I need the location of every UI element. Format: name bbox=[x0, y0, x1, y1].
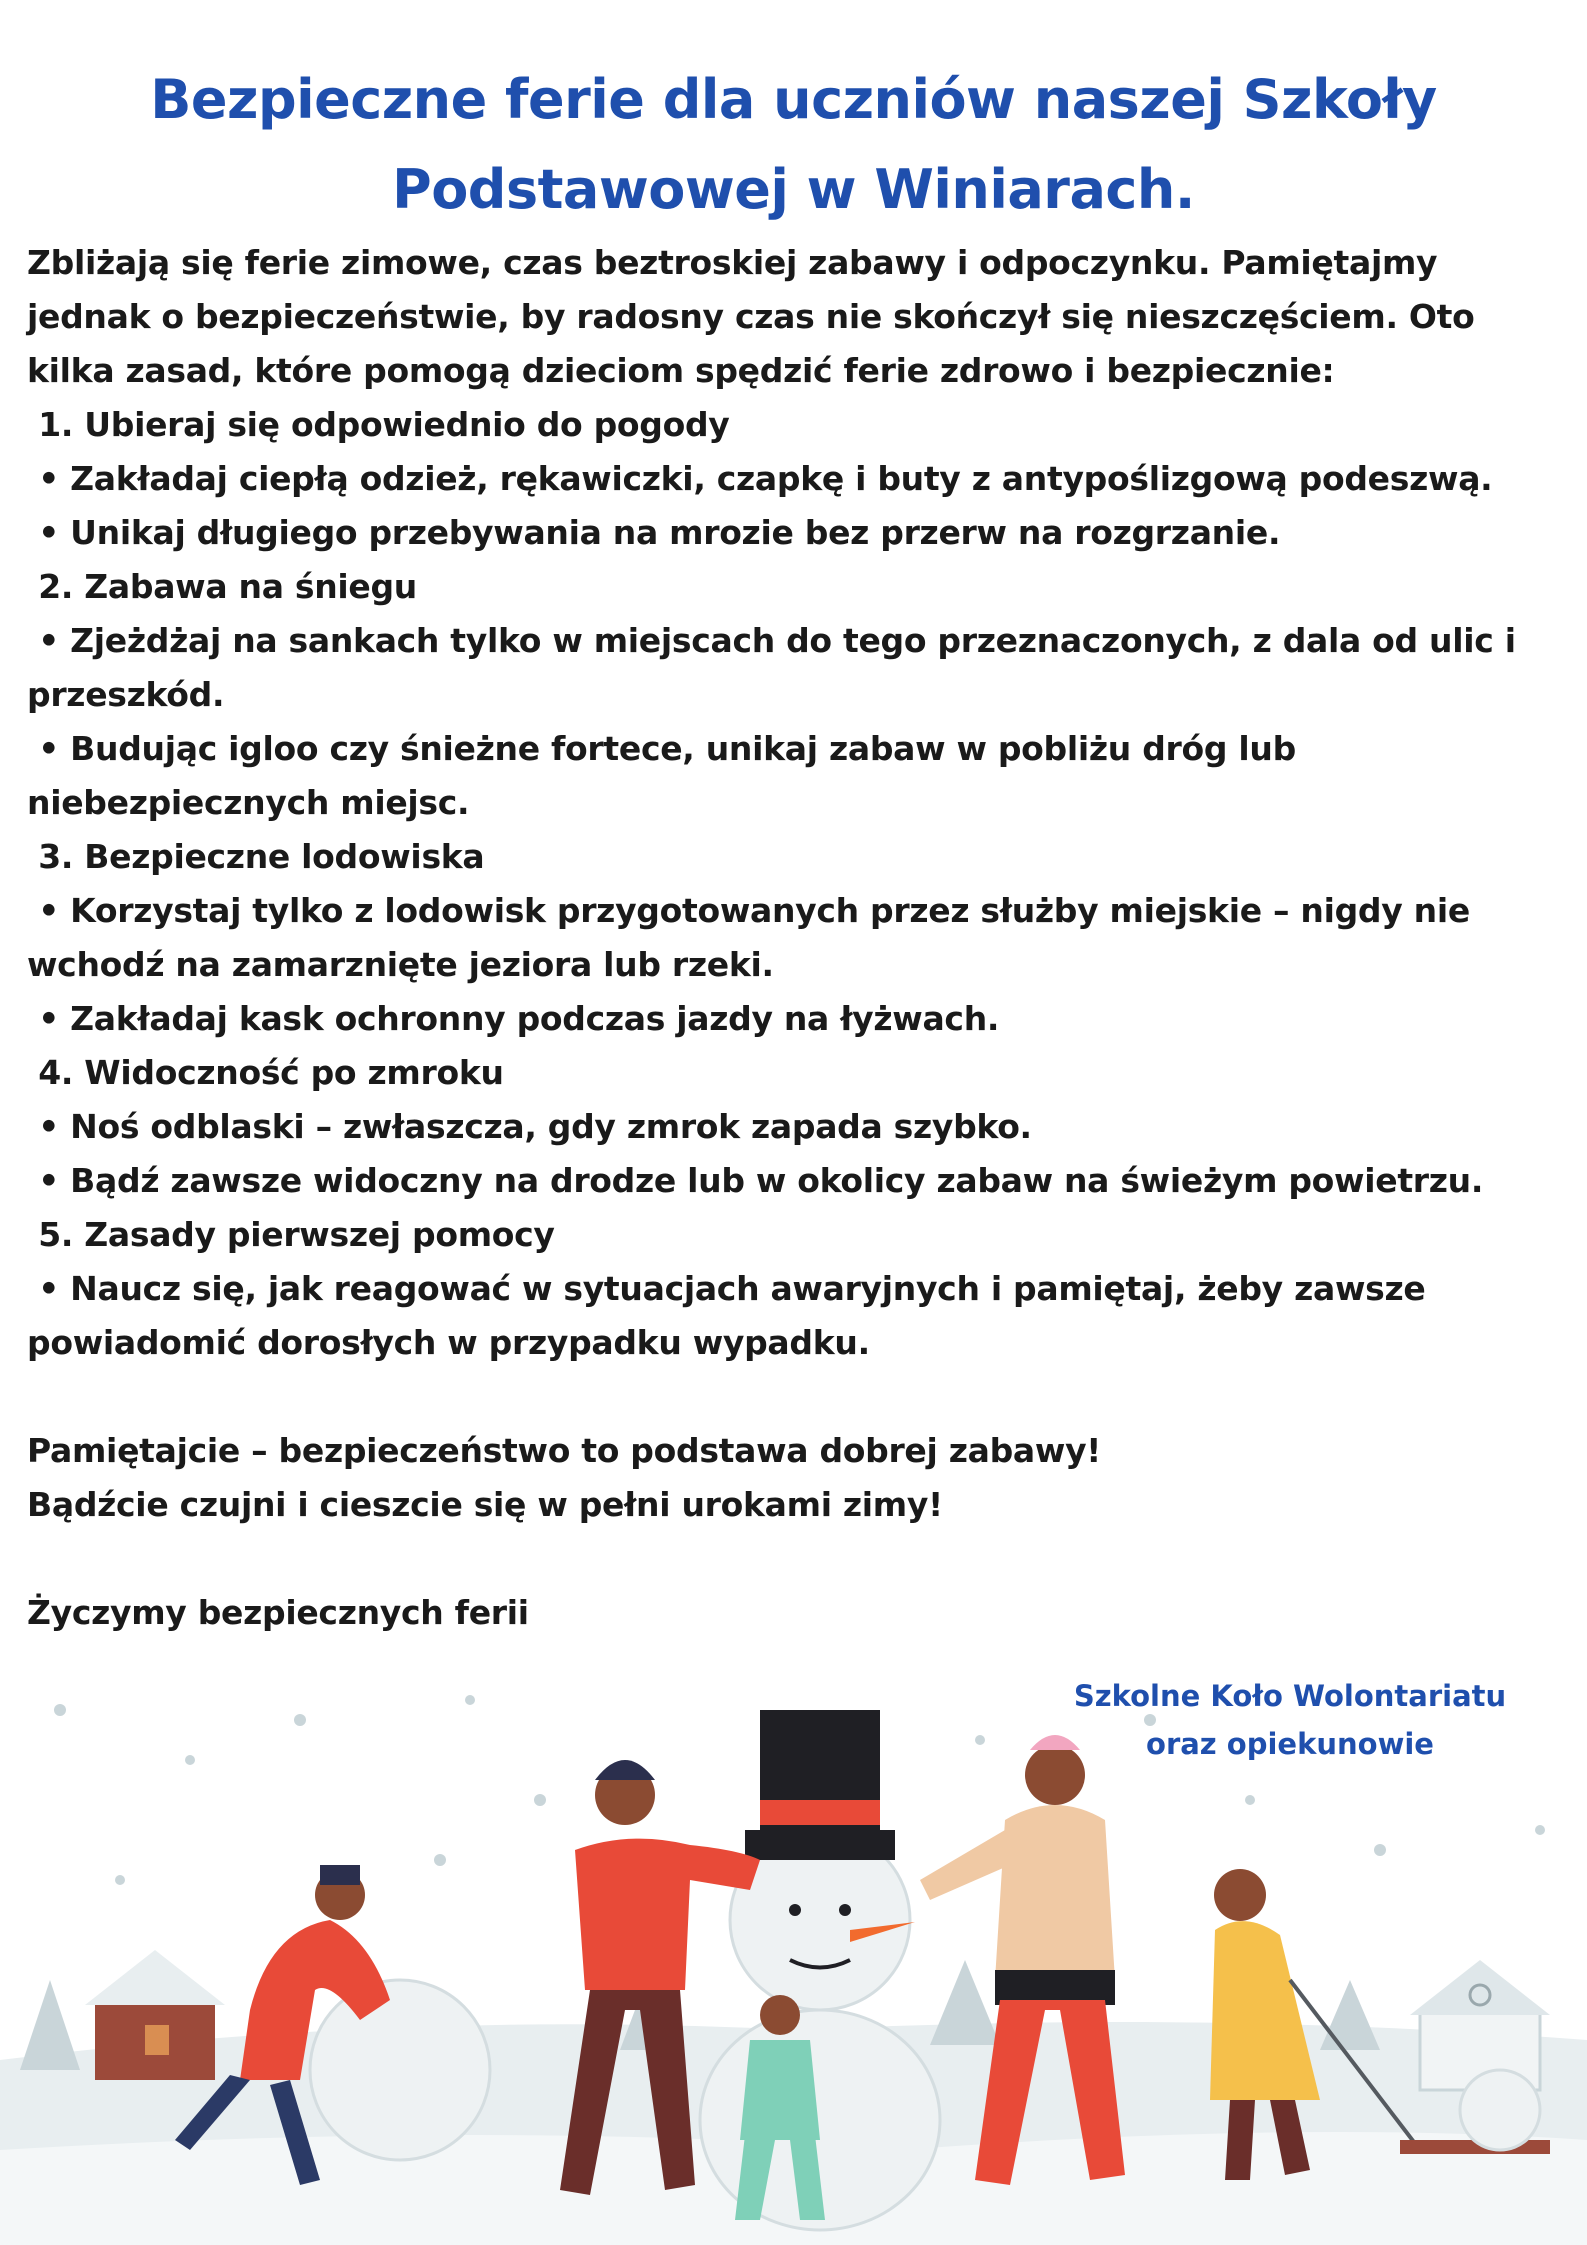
rule-heading-2: 2. Zabawa na śniegu bbox=[27, 567, 418, 606]
rule-bullet: • Unikaj długiego przebywania na mrozie bez przerw na rozgrzanie. bbox=[27, 513, 1281, 552]
title-line-2: Podstawowej w Winiarach. bbox=[392, 158, 1195, 221]
intro-line-3: kilka zasad, które pomogą dzieciom spędzić ferie zdrowo i bezpiecznie: bbox=[27, 351, 1335, 390]
rule-bullet: • Zakładaj kask ochronny podczas jazdy na łyżwach. bbox=[27, 999, 1000, 1038]
title-line-1: Bezpieczne ferie dla uczniów naszej Szkoły bbox=[150, 68, 1437, 131]
house-left bbox=[85, 1950, 225, 2080]
wishes-line: Życzymy bezpiecznych ferii bbox=[27, 1593, 529, 1632]
rule-bullet-continuation: przeszkód. bbox=[27, 675, 225, 714]
signature-line-1: Szkolne Koło Wolontariatu bbox=[1073, 1679, 1507, 1713]
snowman bbox=[700, 1710, 940, 2230]
document-body bbox=[27, 236, 1567, 1640]
rule-bullet: • Budując igloo czy śnieżne fortece, unikaj zabaw w pobliżu dróg lub bbox=[27, 729, 1296, 768]
intro-line-2: jednak o bezpieczeństwie, by radosny czas nie skończył się nieszczęściem. Oto bbox=[27, 297, 1475, 336]
rule-heading-3: 3. Bezpieczne lodowiska bbox=[27, 837, 485, 876]
rule-bullet: • Zjeżdżaj na sankach tylko w miejscach do tego przeznaczonych, z dala od ulic i bbox=[27, 621, 1516, 660]
rule-bullet: • Zakładaj ciepłą odzież, rękawiczki, czapkę i buty z antypoślizgową podeszwą. bbox=[27, 459, 1493, 498]
snowball bbox=[310, 1980, 490, 2160]
rule-heading-5: 5. Zasady pierwszej pomocy bbox=[27, 1215, 555, 1254]
rule-bullet-continuation: niebezpiecznych miejsc. bbox=[27, 783, 470, 822]
rule-bullet-continuation: powiadomić dorosłych w przypadku wypadku. bbox=[27, 1323, 870, 1362]
rule-bullet-continuation: wchodź na zamarznięte jeziora lub rzeki. bbox=[27, 945, 774, 984]
house-right bbox=[1410, 1960, 1550, 2090]
paragraph-gap bbox=[27, 1532, 1567, 1586]
rule-heading-4: 4. Widoczność po zmroku bbox=[27, 1053, 504, 1092]
rule-heading-1: 1. Ubieraj się odpowiednio do pogody bbox=[27, 405, 730, 444]
document-title bbox=[60, 55, 1527, 235]
closing-line-1: Pamiętajcie – bezpieczeństwo to podstawa dobrej zabawy! bbox=[27, 1431, 1102, 1470]
intro-line-1: Zbliżają się ferie zimowe, czas beztroskiej zabawy i odpoczynku. Pamiętajmy bbox=[27, 243, 1438, 282]
rule-bullet: • Noś odblaski – zwłaszcza, gdy zmrok zapada szybko. bbox=[27, 1107, 1032, 1146]
paragraph-gap bbox=[27, 1370, 1567, 1424]
rule-bullet: • Bądź zawsze widoczny na drodze lub w okolicy zabaw na świeżym powietrzu. bbox=[27, 1161, 1484, 1200]
signature-line-2: oraz opiekunowie bbox=[1146, 1727, 1434, 1761]
rule-bullet: • Korzystaj tylko z lodowisk przygotowanych przez służby miejskie – nigdy nie bbox=[27, 891, 1470, 930]
winter-family-building-snowman-illustration bbox=[0, 1680, 1587, 2245]
rule-bullet: • Naucz się, jak reagować w sytuacjach awaryjnych i pamiętaj, żeby zawsze bbox=[27, 1269, 1426, 1308]
closing-line-2: Bądźcie czujni i cieszcie się w pełni urokami zimy! bbox=[27, 1485, 943, 1524]
